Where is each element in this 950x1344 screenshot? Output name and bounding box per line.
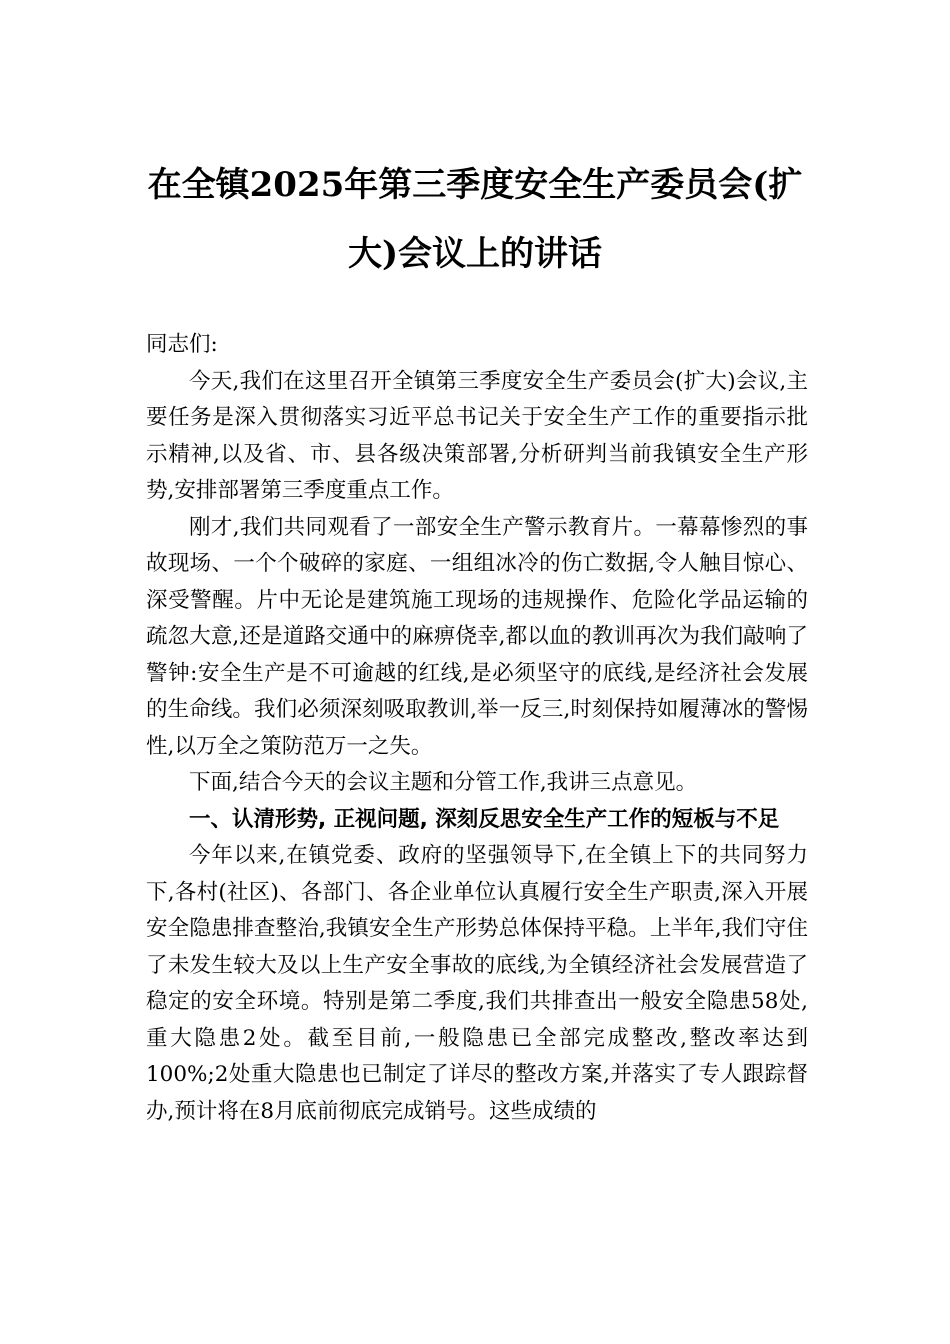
salutation: 同志们:: [146, 332, 218, 357]
paragraph-situation: 今年以来,在镇党委、政府的坚强领导下,在全镇上下的共同努力下,各村(社区)、各部门、各企业单位认真履行安全生产职责,深入开展安全隐患排查整治,我镇安全生产形势总体保持平稳。上半年,我们守住了未发生较大及以上生产安全事故的底线,为全镇经济社会发展营造了稳定的安全环境。特别是第二季度,我们共排查出一般安全隐患58处,重大隐患2处。截至目前,一般隐患已全部完成整改,整改率达到100%;2处重大隐患也已制定了详尽的整改方案,并落实了专人跟踪督办,预计将在8月底前彻底完成销号。这些成绩的: [146, 843, 808, 1124]
document-body: [146, 327, 808, 1130]
paragraph-opening: 今天,我们在这里召开全镇第三季度安全生产委员会(扩大)会议,主要任务是深入贯彻落实习近平总书记关于安全生产工作的重要指示批示精神,以及省、市、县各级决策部署,分析研判当前我镇安全生产形势,安排部署第三季度重点工作。: [146, 368, 808, 503]
section-heading-1: 一、认清形势, 正视问题, 深刻反思安全生产工作的短板与不足: [189, 806, 780, 832]
paragraph-three-points: 下面,结合今天的会议主题和分管工作,我讲三点意见。: [189, 770, 698, 795]
document-title-line-2: 大)会议上的讲话: [347, 234, 603, 274]
paragraph-warning-film: 刚才,我们共同观看了一部安全生产警示教育片。一幕幕惨烈的事故现场、一个个破碎的家庭、一组组冰冷的伤亡数据,令人触目惊心、深受警醒。片中无论是建筑施工现场的违规操作、危险化学品运输的疏忽大意,还是道路交通中的麻痹侥幸,都以血的教训再次为我们敲响了警钟:安全生产是不可逾越的红线,是必须坚守的底线,是经济社会发展的生命线。我们必须深刻吸取教训,举一反三,时刻保持如履薄冰的警惕性,以万全之策防范万一之失。: [146, 514, 808, 759]
document-title-line-1: 在全镇2025年第三季度安全生产委员会(扩: [147, 165, 803, 205]
